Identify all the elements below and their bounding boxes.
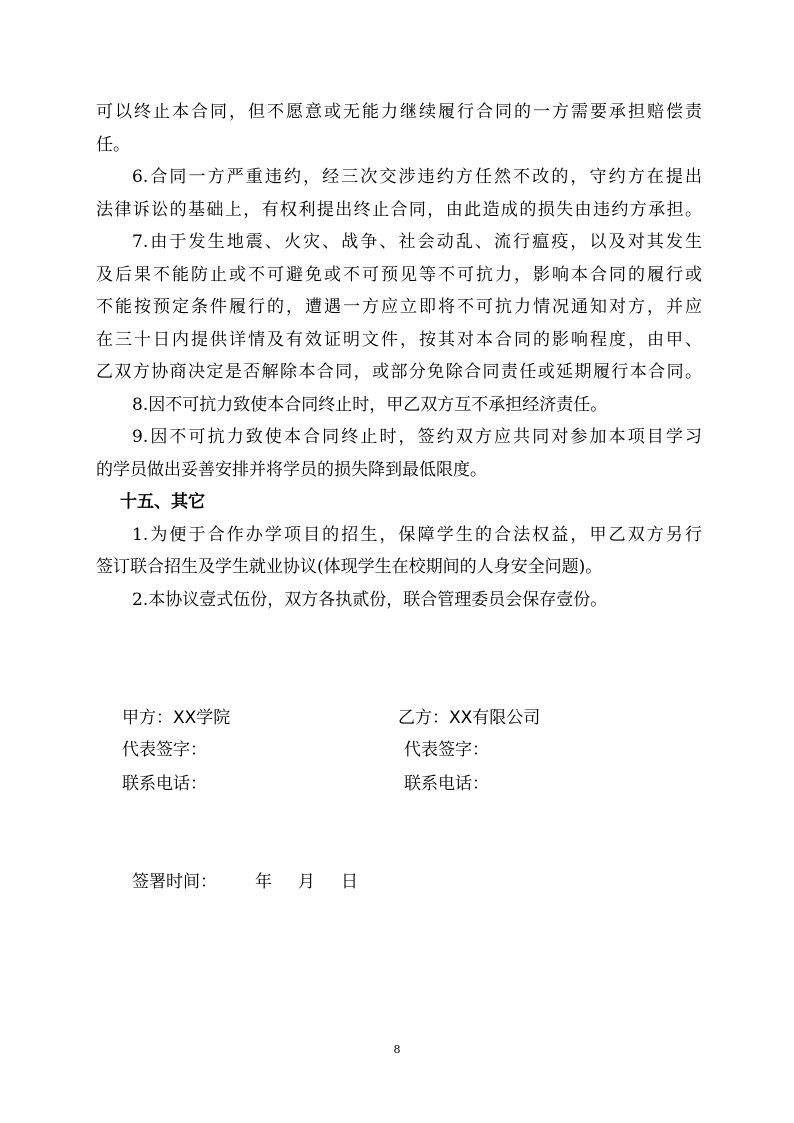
party-a-phone: 联系电话： xyxy=(122,774,207,794)
party-b-name: 乙方：XX有限公司 xyxy=(398,708,541,728)
party-b-representative: 代表签字： xyxy=(404,740,489,760)
page-number: 8 xyxy=(393,1043,401,1056)
paragraph-line: 签订联合招生及学生就业协议(体现学生在校期间的人身安全问题)。 xyxy=(96,557,603,577)
paragraph-line: 不能按预定条件履行的，遭遇一方应立即将不可抗力情况通知对方，并应 xyxy=(96,297,702,317)
signing-date-label: 签署时间： xyxy=(132,872,217,892)
paragraph-line: 乙双方协商决定是否解除本合同，或部分免除合同责任或延期履行本合同。 xyxy=(96,362,702,382)
clause-7-line: 7.由于发生地震、火灾、战争、社会动乱、流行瘟疫，以及对其发生 xyxy=(132,232,702,252)
paragraph-line: 可以终止本合同，但不愿意或无能力继续履行合同的一方需要承担赔偿责 xyxy=(96,102,702,122)
paragraph-line: 的学员做出妥善安排并将学员的损失降到最低限度。 xyxy=(96,459,487,480)
signing-date xyxy=(132,870,358,894)
paragraph-line: 及后果不能防止或不可避免或不可预见等不可抗力，影响本合同的履行或 xyxy=(96,264,702,285)
signing-date-year: 年 xyxy=(255,872,272,892)
clause-6-line: 6.合同一方严重违约，经三次交涉违约方任然不改的，守约方在提出 xyxy=(132,167,702,187)
paragraph-line: 任。 xyxy=(96,134,130,155)
contract-body xyxy=(96,96,702,616)
signing-date-day: 日 xyxy=(341,872,358,892)
paragraph-line: 在三十日内提供详情及有效证明文件，按其对本合同的影响程度，由甲、 xyxy=(96,329,702,350)
party-a-representative: 代表签字： xyxy=(122,740,207,760)
party-a-name: 甲方：XX学院 xyxy=(122,708,231,728)
signing-date-month: 月 xyxy=(298,872,315,892)
party-b-phone: 联系电话： xyxy=(404,774,489,794)
clause-8-line: 8.因不可抗力致使本合同终止时，甲乙双方互不承担经济责任。 xyxy=(132,394,608,415)
section-heading: 十五、其它 xyxy=(120,492,205,512)
paragraph-line: 法律诉讼的基础上，有权利提出终止合同，由此造成的损失由违约方承担。 xyxy=(96,199,702,220)
clause-9-line: 9.因不可抗力致使本合同终止时，签约双方应共同对参加本项目学习 xyxy=(132,427,702,447)
other-clause-1-line: 1.为便于合作办学项目的招生，保障学生的合法权益，甲乙双方另行 xyxy=(132,524,702,545)
other-clause-2-line: 2.本协议壹式伍份，双方各执贰份，联合管理委员会保存壹份。 xyxy=(132,589,608,610)
